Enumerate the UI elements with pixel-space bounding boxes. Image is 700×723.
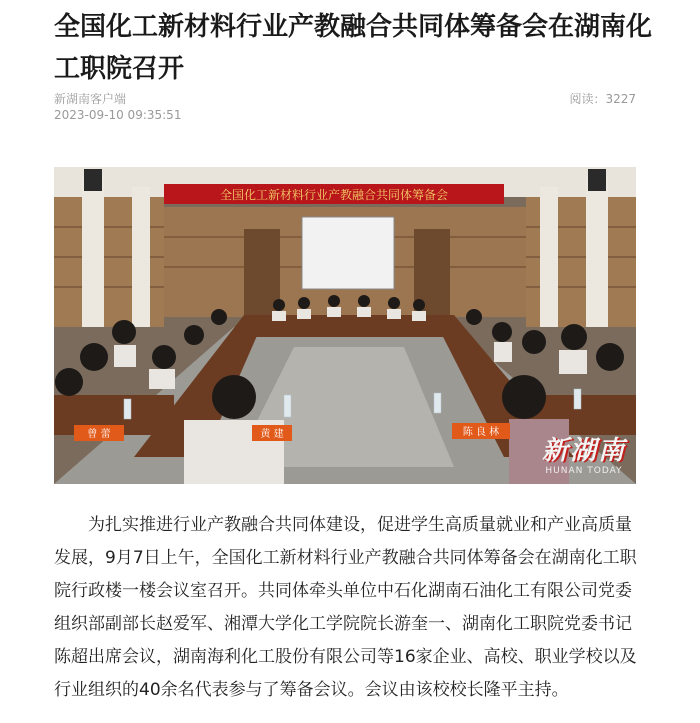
article-meta (54, 91, 636, 123)
placard-text: 黄 建 (260, 429, 284, 440)
publish-datetime: 2023-09-10 09:35:51 (54, 108, 182, 122)
pillar (586, 177, 608, 327)
article-photo[interactable] (54, 167, 636, 484)
article-body: 为扎实推进行业产教融合共同体建设，促进学生高质量就业和产业高质量发展，9月7日上午，全国化工新材料行业产教融合共同体筹备会在湖南化工职院行政楼一楼会议室召开。共同体牵头单位中石化湖南石油化工有限公司党委组织部副部长赵爱军、湘潭大学化工学院院长游奎一、湖南化工职院党委书记陈超出席会议，湖南海利化工股份有限公司等16家企业、高校、职业学校以及行业组织的40余名代表参与了筹备会议。会议由该校校长隆平主持。 (54, 515, 637, 700)
article-title: 全国化工新材料行业产教融合共同体筹备会在湖南化工职院召开 (54, 12, 653, 84)
placard-text: 陈 良 林 (462, 427, 500, 438)
read-count-value: 3227 (605, 92, 636, 106)
projector-screen (302, 217, 394, 289)
speaker-icon (84, 169, 102, 191)
watermark-logo: 新湖南 (541, 436, 626, 466)
pillar (540, 187, 558, 327)
source-label[interactable]: 新湖南客户端 (54, 92, 127, 106)
banner-text: 全国化工新材料行业产教融合共同体筹备会 (219, 188, 449, 202)
read-label: 阅读： (569, 92, 606, 106)
speaker-icon (588, 169, 606, 191)
pillar (82, 177, 104, 327)
read-count (569, 91, 636, 107)
pillar (132, 187, 150, 327)
placard-text: 曾 蕾 (87, 429, 111, 440)
watermark-subtitle: HUNAN TODAY (545, 466, 623, 476)
hunan-today-watermark (542, 436, 626, 476)
